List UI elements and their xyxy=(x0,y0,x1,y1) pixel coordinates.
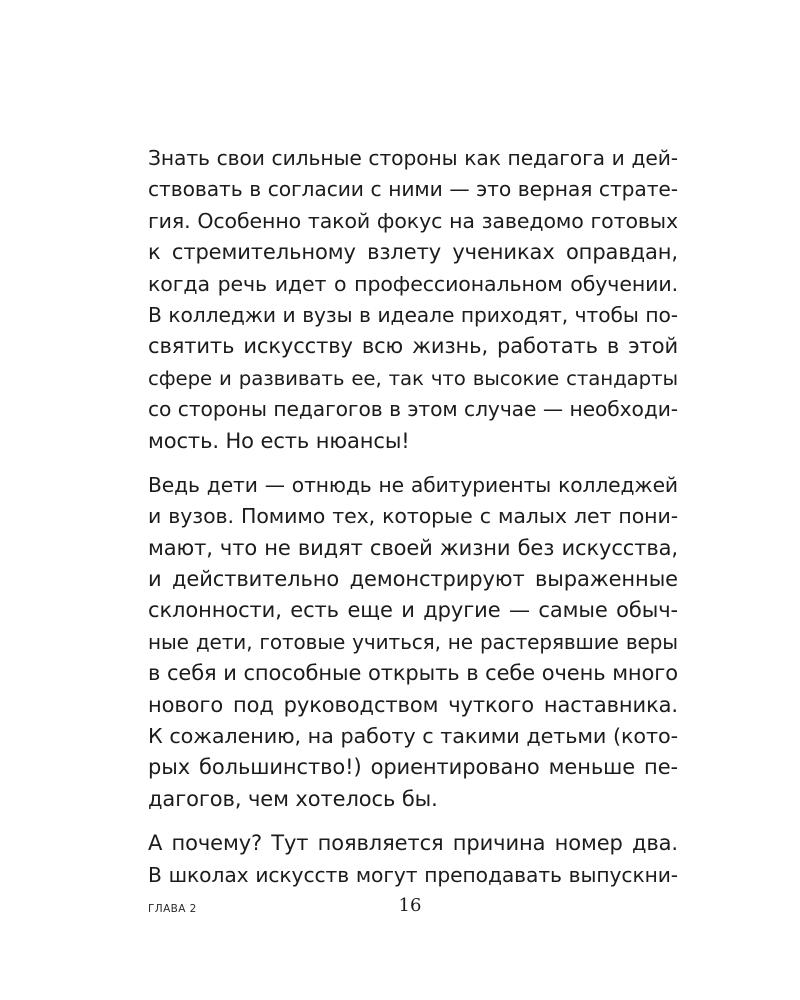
text-line: в себя и способные открыть в себе очень много xyxy=(148,661,678,686)
text-line: сфере и развивать ее, так что высокие стандарты xyxy=(148,366,678,390)
text-line: нового под руководством чуткого наставника. xyxy=(148,692,678,717)
text-line: В колледжи и вузы в идеале приходят, чтобы по- xyxy=(148,302,678,327)
text-line: Ведь дети — отнюдь не абитуриенты колледжей xyxy=(148,472,678,497)
text-line: рых большинство!) ориентировано меньше пе- xyxy=(148,755,678,780)
text-line: и вузов. Помимо тех, которые с малых лет пони- xyxy=(148,504,678,529)
text-line: когда речь идет о профессиональном обучении. xyxy=(148,271,678,296)
paragraph-2 xyxy=(148,470,678,815)
text-line: святить искусству всю жизнь, работать в этой xyxy=(148,334,678,359)
paragraph-1 xyxy=(148,143,678,457)
text-line: Знать свои сильные стороны как педагога и дей- xyxy=(148,146,678,170)
text-line: и действительно демонстрируют выраженные xyxy=(148,567,678,592)
text-line: мость. Но есть нюансы! xyxy=(148,428,410,453)
text-line: склонности, есть еще и другие — самые обыч- xyxy=(148,598,678,623)
text-line: к стремительному взлету учениках оправдан, xyxy=(148,240,678,265)
body-text xyxy=(148,143,678,904)
chapter-label: ГЛАВА 2 xyxy=(148,903,197,915)
page-number: 16 xyxy=(398,895,422,916)
text-line: А почему? Тут появляется причина номер два. xyxy=(148,831,678,856)
text-line: мают, что не видят своей жизни без искусства, xyxy=(148,535,678,560)
text-line: В школах искусств могут преподавать выпускни- xyxy=(148,862,678,887)
text-line: ные дети, готовые учиться, не растерявшие веры xyxy=(148,629,678,654)
text-line: дагогов, чем хотелось бы. xyxy=(148,786,438,811)
text-line: ствовать в согласии с ними — это верная страте- xyxy=(148,177,678,202)
text-line: К сожалению, на работу с такими детьми (кото- xyxy=(148,724,678,749)
text-line: гия. Особенно такой фокус на заведомо готовых xyxy=(148,208,678,233)
paragraph-3 xyxy=(148,828,678,891)
text-line: со стороны педагогов в этом случае — необходи- xyxy=(148,397,678,422)
